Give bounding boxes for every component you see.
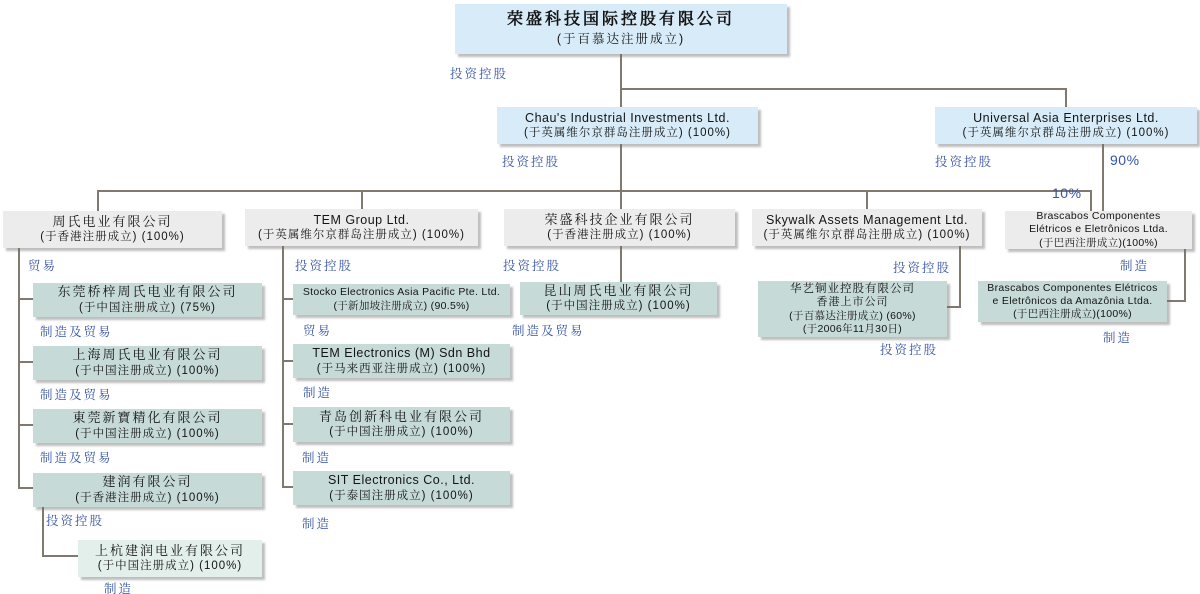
company-detail: (于香港注册成立) (100%) [75, 491, 220, 504]
company-name: Universal Asia Enterprises Ltd. [973, 110, 1159, 125]
connector-skywalk-huayi [959, 244, 961, 308]
activity-label-qiaozi: 制造及贸易 [40, 325, 113, 339]
connector-brascabos1-brascabos2 [1184, 248, 1186, 302]
activity-label-temelec: 制造 [303, 386, 333, 400]
node-universal-asia [935, 107, 1197, 144]
node-brascabos-1 [1005, 211, 1192, 249]
company-detail: (于英属维尔京群岛注册成立) (100%) [763, 229, 971, 242]
activity-label-shanghai: 制造及贸易 [40, 388, 113, 402]
connector-chow-drop [97, 190, 99, 212]
company-name: Chau's Industrial Investments Ltd. [525, 110, 730, 125]
company-detail: (于百慕达注册成立) (60%) [789, 309, 916, 322]
connector-temgroup-subsidiary-spine [282, 246, 284, 487]
node-dongguan-qiaozi [33, 283, 262, 317]
company-detail: (于香港注册成立) (100%) [40, 231, 185, 244]
company-detail: (于中国注册成立) (100%) [75, 364, 220, 377]
connector-stub-huayi [947, 306, 961, 308]
activity-label-temgroup: 投资控股 [295, 259, 354, 273]
activity-label-universal: 投资控股 [935, 155, 994, 169]
node-huayi-copper [758, 281, 947, 337]
node-kinyuen [33, 473, 262, 507]
node-parent-company [455, 4, 787, 54]
node-tem-group [245, 209, 478, 246]
company-detail: (于中国注册成立) (100%) [546, 300, 691, 313]
connector-brascabos1-drop-10pct [1090, 190, 1092, 212]
company-name: Stocko Electronics Asia Pacific Pte. Ltd. [302, 286, 501, 299]
company-name: 昆山周氏电业有限公司 [543, 282, 694, 298]
connector-level2-spine [97, 190, 1092, 192]
node-qingdao [293, 407, 510, 442]
activity-label-chaus: 投资控股 [502, 155, 561, 169]
company-detail: (于香港注册成立) (100%) [547, 229, 692, 242]
activity-label-sit: 制造 [302, 517, 332, 531]
node-chow-electrical [3, 211, 222, 248]
node-shanghang-kinyuen [78, 540, 262, 577]
company-name: 建润有限公司 [102, 474, 193, 490]
ownership-90pct: 90% [1110, 152, 1140, 168]
company-detail: (于英属维尔京群岛注册成立) (100%) [962, 127, 1170, 140]
activity-label-xinbao: 制造及贸易 [40, 451, 113, 465]
company-detail: (于中国注册成立) (100%) [97, 560, 243, 573]
connector-brascabos1-drop-90pct [1102, 143, 1104, 212]
connector-chaus-down [620, 143, 622, 211]
company-name: 荣盛科技国际控股有限公司 [506, 11, 735, 29]
connector-skywalk-drop [866, 190, 868, 210]
connector-temgroup-drop [361, 190, 363, 210]
node-skywalk-assets [752, 209, 982, 246]
company-name: Skywalk Assets Management Ltd. [766, 212, 968, 227]
node-kunshan-chow [520, 282, 717, 315]
node-shanghai-chow [33, 346, 262, 380]
company-name-2: e Eletrônicos da Amazônia Ltda. [992, 294, 1153, 307]
activity-label-brascabos2: 制造 [1103, 331, 1133, 345]
node-rongsheng-enterprise [504, 209, 735, 246]
activity-label-kunshan: 制造及贸易 [512, 324, 585, 338]
connector-stub-brascabos2 [1167, 300, 1186, 302]
company-detail: (于中国注册成立) (75%) [78, 301, 217, 314]
activity-label-skywalk: 投资控股 [893, 261, 952, 275]
company-date: (于2006年11月30日) [802, 323, 903, 336]
connector-chow-subsidiary-spine [18, 248, 20, 489]
node-stocko [293, 284, 510, 315]
activity-label-huayi: 投资控股 [880, 343, 939, 357]
node-dongguan-xinbao [33, 409, 262, 443]
company-name: 青岛创新科电业有限公司 [318, 408, 484, 424]
connector-stub-shanghang [42, 555, 80, 557]
company-name: 東莞新寶精化有限公司 [72, 410, 223, 426]
node-chaus-industrial [497, 107, 758, 144]
company-detail: (于百慕达注册成立) [556, 32, 686, 47]
company-listing: 香港上市公司 [816, 296, 889, 309]
company-name: 周氏电业有限公司 [52, 213, 173, 229]
company-detail: (于巴西注册成立)(100%) [1013, 308, 1132, 321]
activity-label-brascabos1: 制造 [1120, 259, 1150, 273]
activity-label-stocko: 贸易 [303, 324, 333, 338]
connector-parent-branch [620, 88, 1067, 90]
company-detail: (于中国注册成立) (100%) [75, 427, 220, 440]
activity-label-rongsheng: 投资控股 [503, 259, 562, 273]
activity-label-chow: 贸易 [28, 259, 58, 273]
company-detail: (于中国注册成立) (100%) [329, 426, 474, 439]
node-tem-electronics [293, 344, 510, 378]
node-sit-electronics [293, 471, 510, 505]
company-name: Brascabos Componentes Elétricos [987, 281, 1158, 294]
activity-label-parent: 投资控股 [450, 67, 509, 81]
company-name: 上杭建润电业有限公司 [94, 542, 245, 558]
node-brascabos-2 [978, 281, 1167, 322]
company-name: TEM Group Ltd. [313, 212, 410, 227]
connector-kinyuen-spine [42, 507, 44, 557]
company-detail: (于巴西注册成立)(100%) [1039, 236, 1158, 249]
activity-label-kinyuen: 投资控股 [46, 514, 105, 528]
company-detail: (于泰国注册成立) (100%) [329, 489, 474, 502]
company-detail: (于新加坡注册成立) (90.5%) [333, 299, 470, 312]
company-name-2: Elétricos e Eletrônicos Ltda. [1029, 223, 1168, 236]
company-detail: (于英属维尔京群岛注册成立) (100%) [524, 127, 731, 140]
activity-label-qingdao: 制造 [302, 451, 332, 465]
company-name: SIT Electronics Co., Ltd. [327, 473, 476, 488]
company-detail: (于英属维尔京群岛注册成立) (100%) [258, 229, 465, 242]
connector-kunshan-drop [620, 244, 622, 283]
ownership-10pct: 10% [1052, 185, 1082, 201]
company-name: TEM Electronics (M) Sdn Bhd [312, 346, 491, 361]
activity-label-shanghang: 制造 [104, 582, 134, 594]
company-detail: (于马来西亚注册成立) (100%) [316, 362, 487, 375]
company-name: 华艺铜业控股有限公司 [790, 282, 915, 295]
company-name: 东莞桥梓周氏电业有限公司 [57, 284, 238, 300]
company-name: 上海周氏电业有限公司 [72, 347, 223, 363]
company-name: Brascabos Componentes [1036, 210, 1161, 223]
company-name: 荣盛科技企业有限公司 [544, 211, 695, 227]
connector-parent-down [620, 54, 622, 108]
connector-universal-drop [1065, 88, 1067, 108]
